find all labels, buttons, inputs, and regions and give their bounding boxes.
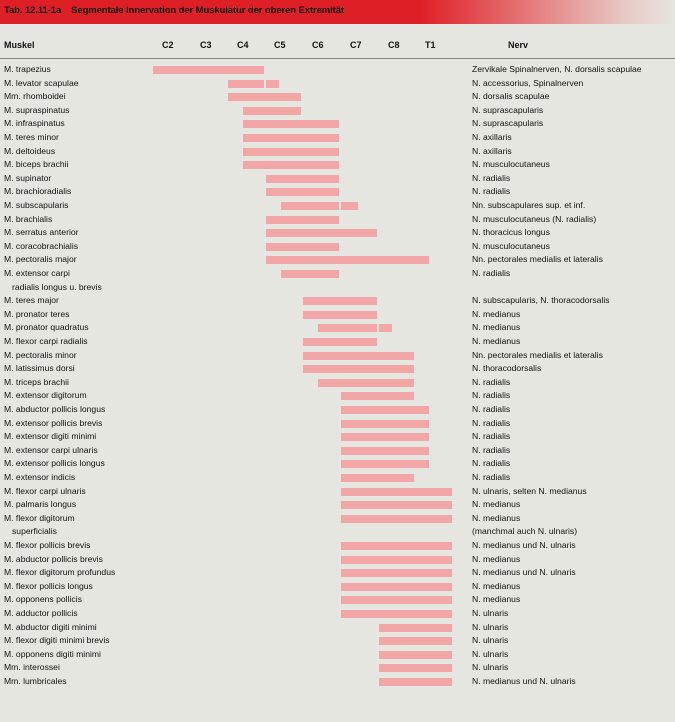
header-c6: C6 xyxy=(312,40,324,50)
innervation-bar xyxy=(303,365,414,373)
innervation-bar xyxy=(341,392,414,400)
muscle-name: radialis longus u. brevis xyxy=(12,281,102,292)
table-row xyxy=(0,565,675,579)
nerve-name: N. accessorius, Spinalnerven xyxy=(472,77,584,88)
innervation-bar xyxy=(266,216,339,224)
table-row xyxy=(0,402,675,416)
muscle-name: Mm. lumbricales xyxy=(4,676,67,686)
innervation-bar xyxy=(379,651,452,659)
table-row xyxy=(0,171,675,185)
muscle-name: M. extensor indicis xyxy=(4,472,76,482)
table-row xyxy=(0,456,675,470)
muscle-name: M. extensor pollicis longus xyxy=(4,458,105,469)
nerve-name: N. radialis xyxy=(472,186,511,197)
muscle-name: M. extensor carpi xyxy=(4,268,70,278)
innervation-bar xyxy=(228,93,301,101)
muscle-name: M. flexor digiti minimi brevis xyxy=(4,635,110,646)
muscle-name: M. flexor carpi ulnaris xyxy=(4,485,86,496)
muscle-name: M. brachioradialis xyxy=(4,186,72,197)
table-row xyxy=(0,225,675,239)
innervation-bar xyxy=(266,229,377,237)
muscle-name: M. pronator quadratus xyxy=(4,322,89,333)
innervation-bar xyxy=(341,501,452,509)
muscle-name: M. abductor pollicis longus xyxy=(4,404,106,414)
muscle-name: M. opponens digiti minimi xyxy=(4,648,101,659)
table-row xyxy=(0,552,675,566)
nerve-name: N. musculocutaneus xyxy=(472,240,550,251)
table-row xyxy=(0,239,675,253)
innervation-bar xyxy=(243,120,339,128)
muscle-name: Mm. rhomboidei xyxy=(4,91,66,102)
table-row xyxy=(0,538,675,552)
innervation-bar xyxy=(379,678,452,686)
muscle-name: M. trapezius xyxy=(4,64,51,74)
table-row xyxy=(0,198,675,212)
nerve-name: N. musculocutaneus xyxy=(472,159,550,170)
table-row xyxy=(0,280,675,294)
innervation-bar xyxy=(303,311,376,319)
nerve-name: N. radialis xyxy=(472,417,511,428)
innervation-bar xyxy=(303,338,376,346)
muscle-name: M. palmaris longus xyxy=(4,499,77,510)
nerve-name: N. medianus und N. ulnaris xyxy=(472,540,576,550)
innervation-bar xyxy=(266,256,429,264)
nerve-name: N. medianus xyxy=(472,336,521,346)
table-row xyxy=(0,524,675,538)
muscle-name: M. pectoralis major xyxy=(4,254,77,265)
innervation-bar xyxy=(379,324,392,332)
innervation-bar xyxy=(243,148,339,156)
muscle-name: M. coracobrachialis xyxy=(4,240,79,251)
table-row xyxy=(0,157,675,171)
nerve-name: N. medianus xyxy=(472,499,521,510)
muscle-name: superficialis xyxy=(12,526,57,537)
innervation-bar xyxy=(341,447,429,455)
table-row xyxy=(0,103,675,117)
table-row xyxy=(0,497,675,511)
table-row xyxy=(0,293,675,307)
muscle-name: M. pronator teres xyxy=(4,308,70,319)
muscle-name: M. subscapularis xyxy=(4,200,69,210)
nerve-name: N. medianus xyxy=(472,594,521,605)
table-row xyxy=(0,212,675,226)
table-row xyxy=(0,307,675,321)
header-t1: T1 xyxy=(425,40,436,50)
title-band-fade xyxy=(420,0,675,24)
table-number: Tab. 12.11-1a xyxy=(4,5,62,16)
muscle-name: M. abductor pollicis brevis xyxy=(4,553,103,564)
innervation-bar xyxy=(341,460,429,468)
table-row xyxy=(0,416,675,430)
nerve-name: N. thoracodorsalis xyxy=(472,363,542,374)
header-c7: C7 xyxy=(350,40,362,50)
nerve-name: N. medianus xyxy=(472,322,521,333)
table-row xyxy=(0,443,675,457)
nerve-name: N. suprascapularis xyxy=(472,104,544,115)
innervation-bar xyxy=(341,610,452,618)
nerve-name: N. ulnaris xyxy=(472,648,509,659)
muscle-name: M. extensor digitorum xyxy=(4,390,87,401)
table-row xyxy=(0,633,675,647)
header-nerv: Nerv xyxy=(508,40,529,50)
muscle-name: M. adductor pollicis xyxy=(4,608,78,618)
table-row xyxy=(0,511,675,525)
table-row xyxy=(0,144,675,158)
innervation-bar xyxy=(281,270,339,278)
table-title-bar xyxy=(0,0,675,24)
table-row xyxy=(0,375,675,389)
table-row xyxy=(0,334,675,348)
table-row xyxy=(0,647,675,661)
nerve-name: N. ulnaris xyxy=(472,608,509,618)
nerve-name: N. musculocutaneus (N. radialis) xyxy=(472,213,597,224)
table-title-text: Segmentale Innervation der Muskulatur der oberen Extremität xyxy=(71,5,344,16)
nerve-name: N. radialis xyxy=(472,431,511,442)
muscle-name: M. triceps brachii xyxy=(4,376,69,387)
table-row xyxy=(0,116,675,130)
nerve-name: N. thoracicus longus xyxy=(472,227,550,238)
innervation-bar xyxy=(243,134,339,142)
muscle-name: M. extensor pollicis brevis xyxy=(4,417,103,428)
innervation-bar xyxy=(266,243,339,251)
nerve-name: N. medianus xyxy=(472,553,521,564)
innervation-bar xyxy=(341,583,452,591)
table-row xyxy=(0,606,675,620)
nerve-name: N. ulnaris xyxy=(472,621,509,632)
nerve-name: Zervikale Spinalnerven, N. dorsalis scapulae xyxy=(472,64,642,74)
innervation-bar xyxy=(341,202,358,210)
nerve-name: N. radialis xyxy=(472,172,511,183)
muscle-name: M. opponens pollicis xyxy=(4,594,82,605)
innervation-bar xyxy=(266,175,339,183)
innervation-bar xyxy=(303,352,414,360)
nerve-name: N. dorsalis scapulae xyxy=(472,91,550,102)
nerve-name: N. radialis xyxy=(472,472,511,482)
innervation-bar xyxy=(266,80,279,88)
table-row xyxy=(0,361,675,375)
nerve-name: N. axillaris xyxy=(472,132,512,142)
muscle-name: M. teres minor xyxy=(4,132,59,142)
table-row xyxy=(0,470,675,484)
header-c3: C3 xyxy=(200,40,212,50)
muscle-name: M. teres major xyxy=(4,295,59,306)
nerve-name: N. radialis xyxy=(472,390,511,401)
table-row xyxy=(0,592,675,606)
nerve-name: N. medianus xyxy=(472,580,521,591)
innervation-bar xyxy=(341,542,452,550)
nerve-name: N. medianus und N. ulnaris xyxy=(472,676,576,686)
muscle-name: Mm. interossei xyxy=(4,662,60,673)
nerve-name: Nn. pectorales medialis et lateralis xyxy=(472,254,603,265)
innervation-bar xyxy=(303,297,376,305)
muscle-name: M. extensor carpi ulnaris xyxy=(4,444,98,455)
muscle-name: M. pectoralis minor xyxy=(4,349,77,360)
innervation-bar xyxy=(341,433,429,441)
innervation-bar xyxy=(341,556,452,564)
innervation-bar xyxy=(379,624,452,632)
table-row xyxy=(0,348,675,362)
muscle-name: M. flexor digitorum profundus xyxy=(4,567,116,578)
innervation-bar xyxy=(341,488,452,496)
table-row xyxy=(0,76,675,90)
innervation-bar xyxy=(281,202,339,210)
innervation-bar xyxy=(341,596,452,604)
muscle-name: M. infraspinatus xyxy=(4,118,65,129)
table-row xyxy=(0,429,675,443)
table-row xyxy=(0,252,675,266)
innervation-bar xyxy=(341,420,429,428)
innervation-bar xyxy=(341,569,452,577)
header-muskel: Muskel xyxy=(4,40,35,50)
table-row xyxy=(0,266,675,280)
muscle-name: M. flexor pollicis longus xyxy=(4,580,93,591)
table-row xyxy=(0,184,675,198)
table-header xyxy=(0,40,675,54)
table-row xyxy=(0,484,675,498)
innervation-bar xyxy=(318,379,414,387)
innervation-bar xyxy=(153,66,264,74)
table-row xyxy=(0,388,675,402)
muscle-name: M. biceps brachii xyxy=(4,159,69,170)
nerve-name: N. suprascapularis xyxy=(472,118,544,129)
nerve-name: N. radialis xyxy=(472,376,511,387)
header-c2: C2 xyxy=(162,40,174,50)
nerve-name: N. medianus xyxy=(472,512,521,523)
innervation-bar xyxy=(243,107,301,115)
table-row xyxy=(0,62,675,76)
header-c4: C4 xyxy=(237,40,249,50)
header-c8: C8 xyxy=(388,40,400,50)
nerve-name: N. axillaris xyxy=(472,145,512,156)
nerve-name: N. subscapularis, N. thoracodorsalis xyxy=(472,295,610,306)
nerve-name: Nn. subscapulares sup. et inf. xyxy=(472,200,586,210)
muscle-name: M. supinator xyxy=(4,172,52,183)
table-title xyxy=(4,5,344,16)
innervation-bar xyxy=(341,515,452,523)
table-row xyxy=(0,620,675,634)
nerve-name: (manchmal auch N. ulnaris) xyxy=(472,526,578,537)
table-row xyxy=(0,89,675,103)
innervation-bar xyxy=(379,637,452,645)
nerve-name: N. ulnaris xyxy=(472,635,509,646)
muscle-name: M. supraspinatus xyxy=(4,104,70,115)
table-row xyxy=(0,660,675,674)
muscle-name: M. latissimus dorsi xyxy=(4,363,75,374)
muscle-name: M. serratus anterior xyxy=(4,227,79,238)
innervation-bar xyxy=(266,188,339,196)
nerve-name: N. radialis xyxy=(472,458,511,469)
innervation-bar xyxy=(379,664,452,672)
table-row xyxy=(0,674,675,688)
nerve-name: N. ulnaris xyxy=(472,662,509,673)
nerve-name: N. medianus und N. ulnaris xyxy=(472,567,576,578)
nerve-name: Nn. pectorales medialis et lateralis xyxy=(472,349,603,360)
nerve-name: N. medianus xyxy=(472,308,521,319)
innervation-bar xyxy=(228,80,264,88)
muscle-name: M. deltoideus xyxy=(4,145,56,156)
muscle-name: M. flexor pollicis brevis xyxy=(4,540,91,550)
muscle-name: M. abductor digiti minimi xyxy=(4,621,97,632)
innervation-bar xyxy=(243,161,339,169)
muscle-name: M. levator scapulae xyxy=(4,77,79,88)
innervation-bar xyxy=(341,406,429,414)
table-row xyxy=(0,579,675,593)
nerve-name: N. radialis xyxy=(472,404,511,414)
muscle-name: M. brachialis xyxy=(4,213,53,224)
header-divider xyxy=(0,58,675,59)
table-row xyxy=(0,130,675,144)
nerve-name: N. ulnaris, selten N. medianus xyxy=(472,485,587,496)
table-row xyxy=(0,320,675,334)
muscle-name: M. flexor carpi radialis xyxy=(4,336,88,346)
header-c5: C5 xyxy=(274,40,286,50)
innervation-bar xyxy=(318,324,376,332)
nerve-name: N. radialis xyxy=(472,268,511,278)
muscle-name: M. flexor digitorum xyxy=(4,512,75,523)
nerve-name: N. radialis xyxy=(472,444,511,455)
muscle-name: M. extensor digiti minimi xyxy=(4,431,97,442)
innervation-bar xyxy=(341,474,414,482)
